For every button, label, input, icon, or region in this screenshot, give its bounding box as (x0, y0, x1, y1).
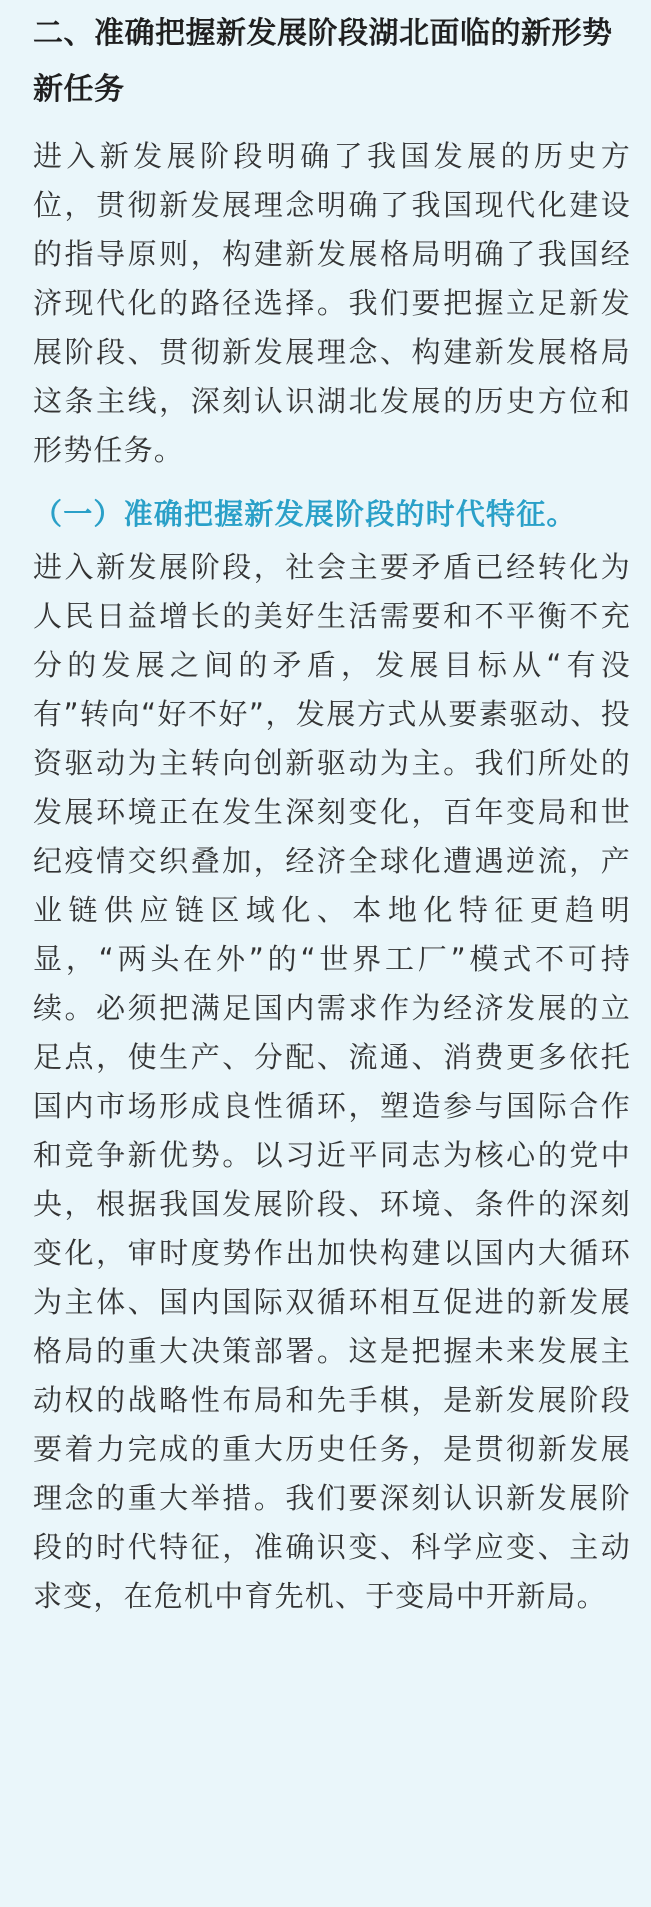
subsection-heading: （一）准确把握新发展阶段的时代特征。 (33, 497, 577, 531)
section-heading: 二、准确把握新发展阶段湖北面临的新形势新任务 (33, 16, 613, 107)
body-paragraph: 进入新发展阶段，社会主要矛盾已经转化为人民日益增长的美好生活需要和不平衡不充分的发展之间的矛盾，发展目标从“有没有”转向“好不好”，发展方式从要素驱动、投资驱动为主转向创新驱动为主。我们所处的发展环境正在发生深刻变化，百年变局和世纪疫情交织叠加，经济全球化遭遇逆流，产业链供应链区域化、本地化特征更趋明显，“两头在外”的“世界工厂”模式不可持续。必须把满足国内需求作为经济发展的立足点，使生产、分配、流通、消费更多依托国内市场形成良性循环，塑造参与国际合作和竞争新优势。以习近平同志为核心的党中央，根据我国发展阶段、环境、条件的深刻变化，审时度势作出加快构建以国内大循环为主体、国内国际双循环相互促进的新发展格局的重大决策部署。这是把握未来发展主动权的战略性布局和先手棋，是新发展阶段要着力完成的重大历史任务，是贯彻新发展理念的重大举措。我们要深刻认识新发展阶段的时代特征，准确识变、科学应变、主动求变，在危机中育先机、于变局中开新局。 (33, 550, 631, 1613)
intro-paragraph: 进入新发展阶段明确了我国发展的历史方位，贯彻新发展理念明确了我国现代化建设的指导原则，构建新发展格局明确了我国经济现代化的路径选择。我们要把握立足新发展阶段、贯彻新发展理念、构建新发展格局这条主线，深刻认识湖北发展的历史方位和形势任务。 (33, 139, 631, 467)
